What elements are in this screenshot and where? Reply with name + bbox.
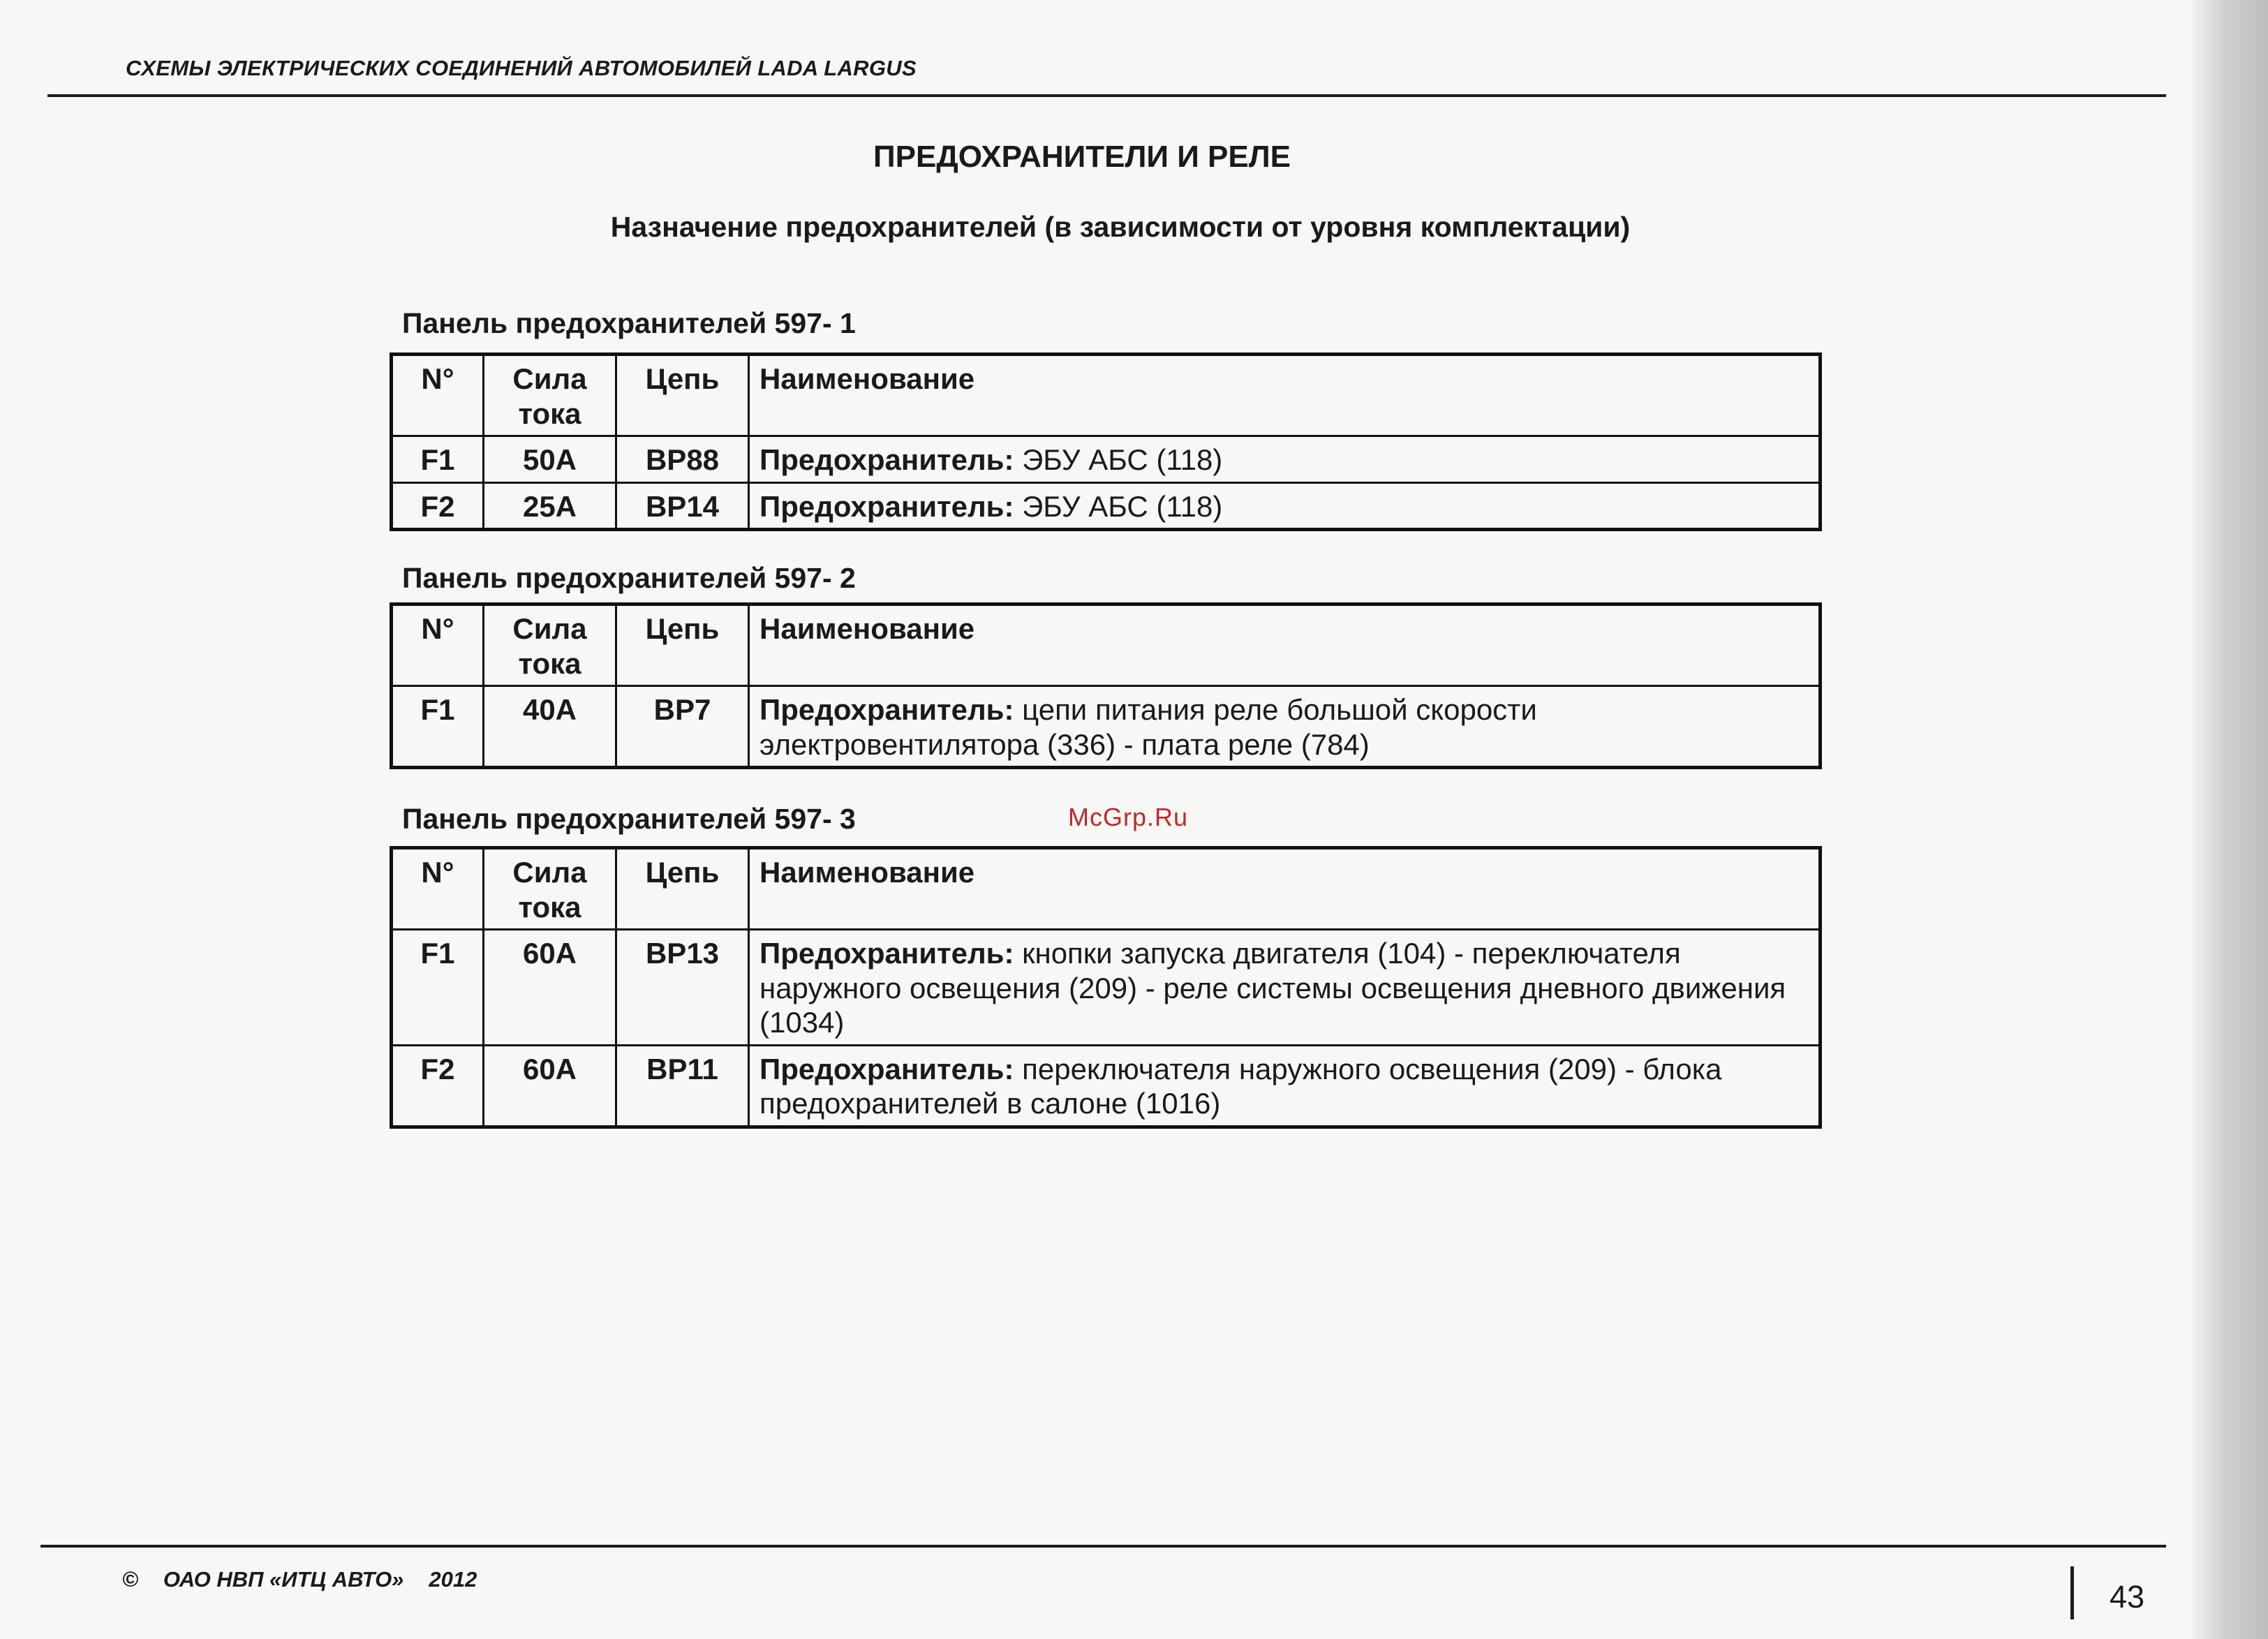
panel-caption-597-2: Панель предохранителей 597- 2 [402,562,856,594]
fuse-name [749,1045,1821,1127]
footer-publisher: ОАО НВП «ИТЦ АВТО» [163,1567,404,1592]
fuse-table-597-3 [390,846,1822,1129]
table-header-row [392,848,1821,930]
column-header-name: Наименование [749,605,1821,686]
column-header-no: N° [392,355,484,436]
column-header-no: N° [392,605,484,686]
fuse-name [749,930,1821,1046]
fuse-name [749,686,1821,768]
fuse-current: 60A [484,1045,616,1127]
column-header-no: N° [392,848,484,930]
fuse-name [749,482,1821,530]
table-row [392,436,1821,483]
column-header-current-line2: тока [518,396,581,430]
column-header-current [484,605,616,686]
fuse-current: 60A [484,930,616,1046]
column-header-name: Наименование [749,848,1821,930]
footer [122,1567,502,1592]
fuse-name-label: Предохранитель: [759,489,1014,523]
fuse-name-text: ЭБУ АБС (118) [1014,489,1223,523]
watermark-text: McGrp.Ru [1068,803,1189,831]
running-header: СХЕМЫ ЭЛЕКТРИЧЕСКИХ СОЕДИНЕНИЙ АВТОМОБИЛЕЙ LADA LARGUS [126,56,917,80]
table-row [392,1045,1821,1127]
column-header-current-line2: тока [518,890,581,924]
column-header-circuit: Цепь [616,848,749,930]
fuse-name-text: переключателя наружного освещения (209) - блока предохранителей в салоне (1016) [759,1052,1722,1120]
table-row [392,482,1821,530]
fuse-no: F1 [392,436,484,483]
fuse-name-text: кнопки запуска двигателя (104) - переключателя наружного освещения (209) - реле системы освещения дневного движения (1034) [759,937,1786,1039]
fuse-circuit: BP13 [616,930,749,1046]
page-number: 43 [2110,1579,2145,1615]
column-header-circuit: Цепь [616,605,749,686]
fuse-current: 40A [484,686,616,768]
page-number-divider [2070,1566,2074,1619]
fuse-no: F2 [392,482,484,530]
table-header-row [392,355,1821,436]
page-title: ПРЕДОХРАНИТЕЛИ И РЕЛЕ [873,140,1291,174]
fuse-current: 25A [484,482,616,530]
fuse-name-label: Предохранитель: [759,937,1014,970]
column-header-current-line1: Сила [512,362,587,395]
copyright-symbol: © [122,1567,138,1592]
column-header-circuit: Цепь [616,355,749,436]
fuse-current: 50A [484,436,616,483]
column-header-current-line2: тока [518,646,581,680]
fuse-no: F1 [392,686,484,768]
table-row [392,930,1821,1046]
footer-divider [40,1545,2166,1548]
table-row [392,686,1821,768]
table-header-row [392,605,1821,686]
page-subtitle: Назначение предохранителей (в зависимости от уровня комплектации) [610,211,1631,243]
panel-caption-597-1: Панель предохранителей 597- 1 [402,307,856,339]
fuse-name-label: Предохранитель: [759,1052,1014,1085]
fuse-no: F1 [392,930,484,1046]
fuse-circuit: BP14 [616,482,749,530]
fuse-table-597-1 [390,353,1822,531]
column-header-current-line1: Сила [512,612,587,645]
column-header-current [484,355,616,436]
header-divider [47,94,2166,97]
fuse-table-597-2 [390,602,1822,769]
column-header-current-line1: Сила [512,856,587,889]
column-header-current [484,848,616,930]
fuse-circuit: BP7 [616,686,749,768]
fuse-name-label: Предохранитель: [759,443,1014,477]
fuse-no: F2 [392,1045,484,1127]
fuse-circuit: BP88 [616,436,749,483]
panel-caption-597-3: Панель предохранителей 597- 3 [402,803,856,835]
fuse-name-text: цепи питания реле большой скорости электровентилятора (336) - плата реле (784) [759,693,1537,761]
fuse-name-label: Предохранитель: [759,693,1014,727]
column-header-name: Наименование [749,355,1821,436]
fuse-name [749,436,1821,483]
page-edge-shadow [2191,0,2268,1639]
footer-year: 2012 [429,1567,477,1592]
fuse-circuit: BP11 [616,1045,749,1127]
fuse-name-text: ЭБУ АБС (118) [1014,443,1223,477]
